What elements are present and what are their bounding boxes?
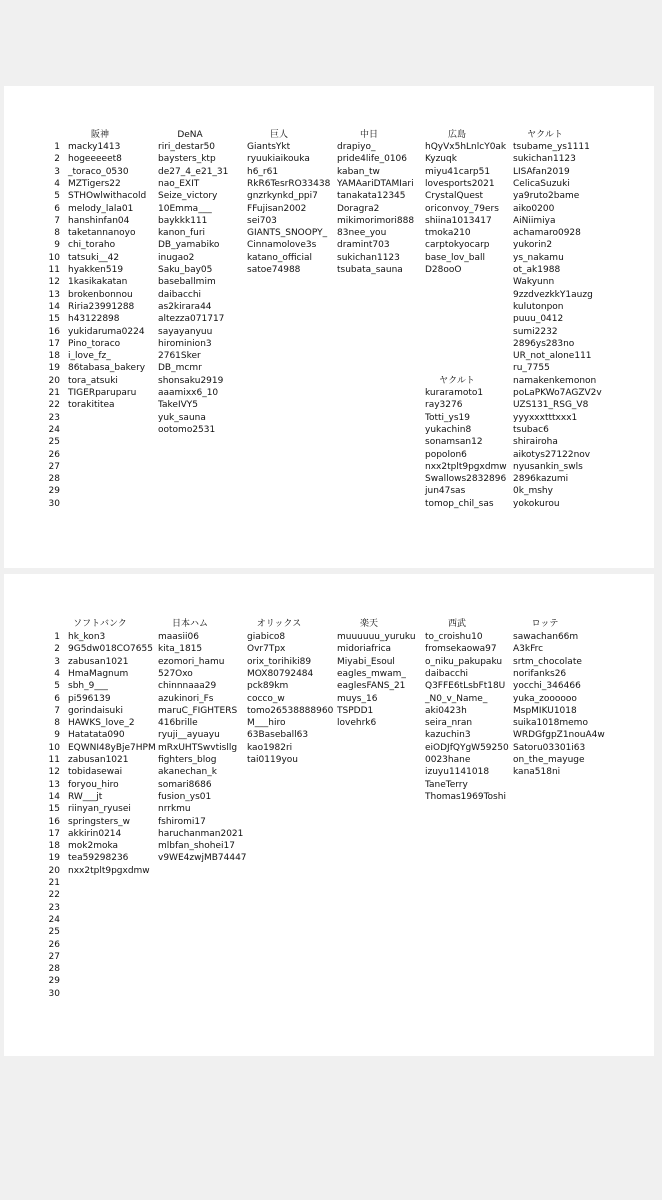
table-cell: o_niku_pakupaku: [425, 656, 503, 667]
table-cell: EQWNI48yBje7HPM: [68, 742, 156, 753]
table-cell: torakititea: [68, 400, 115, 411]
table-cell: cocco_w: [247, 693, 285, 704]
column-header: ロッテ: [531, 619, 559, 629]
row-number: 4: [54, 178, 60, 189]
table-cell: tora_atsuki: [68, 375, 118, 386]
table-cell: springsters_w: [68, 816, 131, 827]
table-cell: base_lov_ball: [425, 252, 486, 263]
table-cell: suika1018memo: [513, 718, 588, 729]
table-cell: macky1413: [68, 142, 121, 152]
table-cell: 10Emma___: [158, 203, 212, 214]
table-cell: fighters_blog: [158, 755, 217, 765]
table-cell: RkR6TesrRO33438: [247, 178, 331, 189]
table-cell: ezomori_hamu: [158, 656, 225, 667]
table-cell: gorindaisuki: [68, 705, 123, 716]
row-number: 11: [48, 755, 60, 765]
row-number: 18: [48, 351, 60, 362]
row-number: 23: [48, 902, 60, 913]
table-cell: chinnnaaa29: [158, 681, 217, 692]
table-cell: carptokyocarp: [425, 240, 490, 251]
table-cell: norifanks26: [513, 668, 567, 679]
name-table-1: [4, 86, 654, 568]
table-cell: sawachan66m: [513, 632, 579, 642]
row-number: 11: [48, 265, 60, 275]
row-number: 12: [48, 767, 60, 778]
table-cell: eaglesFANS_21: [337, 681, 406, 692]
column-header: 西武: [447, 619, 466, 629]
table-cell: shonsaku2919: [158, 375, 224, 386]
table-cell: yuka_zoooooo: [513, 693, 577, 704]
table-cell: nxx2tplt9pgxdmw: [68, 865, 150, 876]
table-cell: ryuukiaikouka: [247, 154, 310, 165]
table-cell: yyyxxxtttxxx1: [513, 412, 578, 423]
table-cell: ootomo2531: [158, 424, 216, 435]
row-number: 21: [48, 388, 60, 398]
column-header: 阪神: [90, 130, 109, 140]
table-cell: _N0_v_Name_: [425, 693, 488, 704]
table-cell: Swallows2832896: [425, 474, 507, 485]
row-number: 8: [54, 228, 60, 239]
table-cell: UZS131_RSG_V8: [513, 400, 589, 411]
table-cell: aki0423h: [425, 705, 467, 716]
table-cell: UR_not_alone111: [513, 351, 592, 362]
row-number: 24: [48, 914, 60, 925]
table-cell: mok2moka: [68, 841, 119, 852]
table-cell: Riria23991288: [68, 301, 135, 312]
column-header: 楽天: [359, 619, 378, 629]
table-cell: 1kasikakatan: [68, 277, 128, 288]
table-cell: lovehrk6: [337, 718, 377, 729]
table-cell: lovesports2021: [425, 178, 495, 189]
table-cell: 0k_mshy: [513, 486, 553, 497]
table-cell: aaamixx6_10: [158, 388, 219, 398]
table-cell: Q3FFE6tLsbFt18U: [425, 681, 506, 692]
row-number: 22: [48, 400, 60, 411]
table-cell: 9G5dw018CO7655: [68, 644, 153, 655]
row-number: 19: [48, 363, 60, 374]
table-cell: akanechan_k: [158, 767, 217, 778]
table-cell: dramint703: [337, 240, 390, 251]
table-cell: kita_1815: [158, 644, 203, 655]
table-cell: daibacchi: [425, 668, 469, 679]
table-cell: zabusan1021: [68, 656, 129, 667]
row-number: 4: [54, 668, 60, 679]
table-cell: baykkk111: [158, 215, 208, 226]
column-header: ソフトバンク: [73, 619, 127, 629]
table-cell: M___hiro: [247, 718, 286, 729]
table-cell: 527Oxo: [158, 668, 193, 679]
table-cell: sukichan1123: [513, 154, 576, 165]
table-cell: maruC_FIGHTERS: [158, 705, 238, 716]
row-number: 17: [48, 828, 60, 839]
table-cell: hanshinfan04: [68, 215, 130, 226]
table-cell: 86tabasa_bakery: [68, 363, 146, 374]
spreadsheet-page-1: [4, 86, 654, 568]
column-header: ヤクルト: [439, 375, 475, 386]
row-number: 24: [48, 424, 60, 435]
table-cell: riinyan_ryusei: [68, 804, 131, 815]
table-cell: pi596139: [68, 693, 111, 704]
table-cell: kana518ni: [513, 767, 561, 778]
row-number: 3: [54, 656, 60, 667]
table-cell: 0023hane: [425, 755, 471, 765]
table-cell: ru_7755: [513, 363, 550, 374]
row-number: 18: [48, 841, 60, 852]
table-cell: azukinori_Fs: [158, 693, 214, 704]
table-cell: GiantsYkt: [247, 142, 291, 152]
row-number: 23: [48, 412, 60, 423]
column-header: 広島: [447, 130, 466, 140]
column-header: DeNA: [177, 130, 203, 140]
table-cell: Thomas1969Toshi: [425, 791, 506, 802]
table-cell: katano_official: [247, 252, 312, 263]
row-number: 8: [54, 718, 60, 729]
table-cell: sayayanyuu: [158, 326, 213, 337]
table-cell: sukichan1123: [337, 252, 400, 263]
table-cell: kazuchin3: [425, 730, 471, 741]
table-cell: yuk_sauna: [158, 412, 206, 423]
table-cell: DB_mcmr: [158, 363, 202, 374]
table-cell: v9WE4zwjMB74447: [158, 853, 247, 864]
table-cell: ryuji__ayuayu: [158, 730, 220, 741]
table-cell: D28ooO: [425, 265, 462, 275]
row-number: 9: [54, 240, 60, 251]
table-cell: achamaro0928: [513, 228, 581, 239]
table-cell: nrrkmu: [158, 804, 191, 815]
row-number: 12: [48, 277, 60, 288]
table-cell: ot_ak1988: [513, 265, 561, 275]
row-number: 28: [48, 474, 60, 485]
table-cell: somari8686: [158, 779, 212, 790]
table-cell: Totti_ys19: [425, 412, 470, 423]
table-cell: sei703: [247, 215, 277, 226]
table-cell: hk_kon3: [68, 632, 106, 642]
row-number: 27: [48, 951, 60, 962]
table-cell: gnzrkynkd_ppi7: [247, 191, 318, 202]
table-cell: MZTigers22: [68, 178, 121, 189]
row-number: 14: [48, 301, 60, 312]
table-cell: srtm_chocolate: [513, 656, 582, 667]
table-cell: brokenbonnou: [68, 289, 133, 300]
row-number: 2: [54, 154, 60, 165]
table-cell: muuuuuu_yuruku: [337, 632, 416, 642]
table-cell: haruchanman2021: [158, 828, 244, 839]
table-cell: MOX80792484: [247, 668, 314, 679]
table-cell: mlbfan_shohei17: [158, 841, 235, 852]
table-cell: muys_16: [337, 693, 378, 704]
table-cell: daibacchi: [158, 289, 202, 300]
table-cell: tomo26538888960: [247, 705, 334, 716]
table-cell: ys_nakamu: [513, 252, 564, 263]
column-header: オリックス: [256, 619, 302, 629]
row-number: 21: [48, 878, 60, 888]
table-cell: RW___jt: [68, 791, 103, 802]
table-cell: jun47sas: [425, 486, 466, 497]
row-number: 10: [48, 252, 60, 263]
row-number: 25: [48, 437, 60, 448]
table-cell: tsubata_sauna: [337, 265, 403, 275]
row-number: 5: [54, 191, 60, 202]
table-cell: giabico8: [247, 632, 286, 642]
table-cell: inugao2: [158, 252, 195, 263]
row-number: 22: [48, 890, 60, 901]
table-cell: HmaMagnum: [68, 668, 129, 679]
row-number: 13: [48, 779, 60, 790]
row-number: 5: [54, 681, 60, 692]
table-cell: GIANTS_SNOOPY_: [247, 228, 328, 239]
table-cell: izuyu1141018: [425, 767, 490, 778]
table-cell: baseballmim: [158, 277, 216, 288]
table-cell: h6_r61: [247, 166, 279, 177]
table-cell: Saku_bay05: [158, 265, 213, 275]
table-cell: tai0119you: [247, 755, 298, 765]
table-cell: poLaPKWo7AGZV2v: [513, 388, 602, 398]
table-cell: taketannanoyo: [68, 228, 136, 239]
row-number: 20: [48, 375, 60, 386]
table-cell: fshiromi17: [158, 816, 206, 827]
column-header: 巨人: [269, 130, 288, 140]
table-cell: yocchi_346466: [513, 681, 581, 692]
row-number: 27: [48, 461, 60, 472]
table-cell: mikimorimori888: [337, 215, 415, 226]
table-cell: Wakyunn: [513, 277, 555, 288]
table-cell: tsubac6: [513, 424, 549, 435]
row-number: 7: [54, 215, 60, 226]
table-cell: tobidasewai: [68, 767, 123, 778]
table-cell: CelicaSuzuki: [513, 178, 570, 189]
table-cell: Ovr7Tpx: [247, 644, 286, 655]
table-cell: Kyzuqk: [425, 154, 457, 165]
table-cell: aikotys27122nov: [513, 449, 591, 460]
table-cell: eiODJfQYgW59250: [425, 742, 509, 753]
table-cell: sbh_9___: [68, 681, 108, 692]
table-cell: de27_4_e21_31: [158, 166, 229, 177]
table-cell: tomop_chil_sas: [425, 498, 494, 509]
spreadsheet-page-2: [4, 574, 654, 1056]
table-cell: sonamsan12: [425, 437, 483, 448]
row-number: 29: [48, 976, 60, 987]
row-number: 29: [48, 486, 60, 497]
table-cell: kanon_furi: [158, 228, 206, 239]
table-cell: mRxUHTSwvtisllg: [158, 742, 238, 753]
table-cell: sumi2232: [513, 326, 558, 337]
table-cell: midoriafrica: [337, 644, 392, 655]
table-cell: kuraramoto1: [425, 388, 484, 398]
table-cell: FFujisan2002: [247, 203, 307, 214]
row-number: 9: [54, 730, 60, 741]
table-cell: Seize_victory: [158, 191, 218, 202]
table-cell: nxx2tplt9pgxdmw: [425, 461, 507, 472]
table-cell: Cinnamolove3s: [247, 240, 317, 251]
table-cell: yukachin8: [425, 424, 472, 435]
row-number: 1: [54, 142, 60, 152]
table-cell: 2896kazumi: [513, 474, 569, 485]
table-cell: pck89km: [247, 681, 289, 692]
table-cell: riri_destar50: [158, 142, 216, 152]
table-cell: tatsuki__42: [68, 252, 120, 263]
table-cell: LISAfan2019: [513, 166, 570, 177]
table-cell: oriconvoy_79ers: [425, 203, 499, 214]
table-cell: kaban_tw: [337, 166, 380, 177]
table-cell: TIGERparuparu: [68, 388, 137, 398]
table-cell: on_the_mayuge: [513, 755, 585, 765]
row-number: 26: [48, 449, 60, 460]
table-cell: YAMAariDTAMIari: [337, 178, 414, 189]
table-cell: seira_nran: [425, 718, 473, 729]
table-cell: tsubame_ys1111: [513, 142, 590, 152]
table-cell: hogeeeeet8: [68, 154, 122, 165]
table-cell: melody_lala01: [68, 203, 134, 214]
table-cell: Miyabi_Esoul: [337, 656, 395, 667]
table-cell: foryou_hiro: [68, 779, 119, 790]
table-cell: HAWKS_love_2: [68, 718, 135, 729]
row-number: 1: [54, 632, 60, 642]
table-cell: TSPDD1: [337, 705, 374, 716]
table-cell: CrystalQuest: [425, 191, 484, 202]
table-cell: ya9ruto2bame: [513, 191, 580, 202]
table-cell: 416brille: [158, 718, 198, 729]
table-cell: fusion_ys01: [158, 791, 212, 802]
row-number: 10: [48, 742, 60, 753]
table-cell: popolon6: [425, 449, 467, 460]
table-cell: DB_yamabiko: [158, 240, 220, 251]
table-cell: baysters_ktp: [158, 154, 216, 165]
table-cell: to_croishu10: [425, 632, 483, 642]
row-number: 19: [48, 853, 60, 864]
table-cell: 2761Sker: [158, 351, 201, 362]
row-number: 6: [54, 203, 60, 214]
table-cell: puuu_0412: [513, 314, 564, 325]
table-cell: yokokurou: [513, 498, 560, 509]
row-number: 3: [54, 166, 60, 177]
table-cell: nyusankin_swls: [513, 461, 583, 472]
table-cell: kulutonpon: [513, 301, 564, 312]
table-cell: i_love_fz_: [68, 351, 111, 362]
table-cell: TakeIVY5: [158, 400, 198, 411]
row-number: 26: [48, 939, 60, 950]
table-cell: 83nee_you: [337, 228, 387, 239]
table-cell: nao_EXIT: [158, 178, 200, 189]
table-cell: pride4life_0106: [337, 154, 408, 165]
table-cell: kao1982ri: [247, 742, 293, 753]
table-cell: WRDGfgpZ1nouA4w: [513, 730, 605, 741]
table-cell: Pino_toraco: [68, 338, 121, 349]
table-cell: fromsekaowa97: [425, 644, 497, 655]
table-cell: TaneTerry: [425, 779, 468, 790]
table-cell: MspMIKU1018: [513, 705, 577, 716]
table-cell: A3kFrc: [513, 644, 544, 655]
table-cell: tmoka210: [425, 228, 471, 239]
column-header: ヤクルト: [527, 130, 563, 140]
table-cell: 2896ys283no: [513, 338, 575, 349]
table-cell: shiina1013417: [425, 215, 492, 226]
row-number: 15: [48, 804, 60, 815]
column-header: 日本ハム: [171, 619, 208, 629]
table-cell: h43122898: [68, 314, 120, 325]
table-cell: drapiyo_: [337, 142, 376, 152]
table-cell: hQyVx5hLnlcY0ak: [425, 142, 507, 152]
table-cell: Doragra2: [337, 203, 380, 214]
table-cell: altezza071717: [158, 314, 225, 325]
table-cell: as2kirara44: [158, 301, 212, 312]
table-cell: tea59298236: [68, 853, 129, 864]
table-cell: 9zzdvezkkY1auzg: [513, 289, 593, 300]
table-cell: maasii06: [158, 632, 199, 642]
row-number: 30: [48, 988, 60, 999]
row-number: 13: [48, 289, 60, 300]
table-cell: shirairoha: [513, 437, 558, 448]
row-number: 16: [48, 326, 60, 337]
table-cell: satoe74988: [247, 265, 301, 275]
row-number: 6: [54, 693, 60, 704]
row-number: 2: [54, 644, 60, 655]
table-cell: aiko0200: [513, 203, 555, 214]
row-number: 28: [48, 964, 60, 975]
table-cell: akkirin0214: [68, 828, 122, 839]
table-cell: orix_torihiki89: [247, 656, 312, 667]
row-number: 30: [48, 498, 60, 509]
row-number: 25: [48, 927, 60, 938]
table-cell: AiNiimiya: [513, 215, 556, 226]
table-cell: _toraco_0530: [68, 166, 129, 177]
table-cell: yukorin2: [513, 240, 553, 251]
table-cell: 63Baseball63: [247, 730, 309, 741]
row-number: 17: [48, 338, 60, 349]
table-cell: tanakata12345: [337, 191, 406, 202]
table-cell: yukidaruma0224: [68, 326, 145, 337]
table-cell: STHOwlwithacold: [68, 191, 147, 202]
row-number: 20: [48, 865, 60, 876]
row-number: 7: [54, 705, 60, 716]
row-number: 15: [48, 314, 60, 325]
column-header: 中日: [359, 130, 378, 140]
name-table-2: [4, 574, 654, 1056]
table-cell: namakenkemonon: [513, 375, 597, 386]
table-cell: hirominion3: [158, 338, 212, 349]
table-cell: eagles_mwam_: [337, 668, 406, 679]
table-cell: ray3276: [425, 400, 463, 411]
table-cell: zabusan1021: [68, 755, 129, 765]
row-number: 14: [48, 791, 60, 802]
table-cell: chi_toraho: [68, 240, 116, 251]
table-cell: Satoru03301i63: [513, 742, 586, 753]
table-cell: hyakken519: [68, 265, 124, 275]
table-cell: miyu41carp51: [425, 166, 491, 177]
table-cell: Hatatata090: [68, 730, 125, 741]
row-number: 16: [48, 816, 60, 827]
